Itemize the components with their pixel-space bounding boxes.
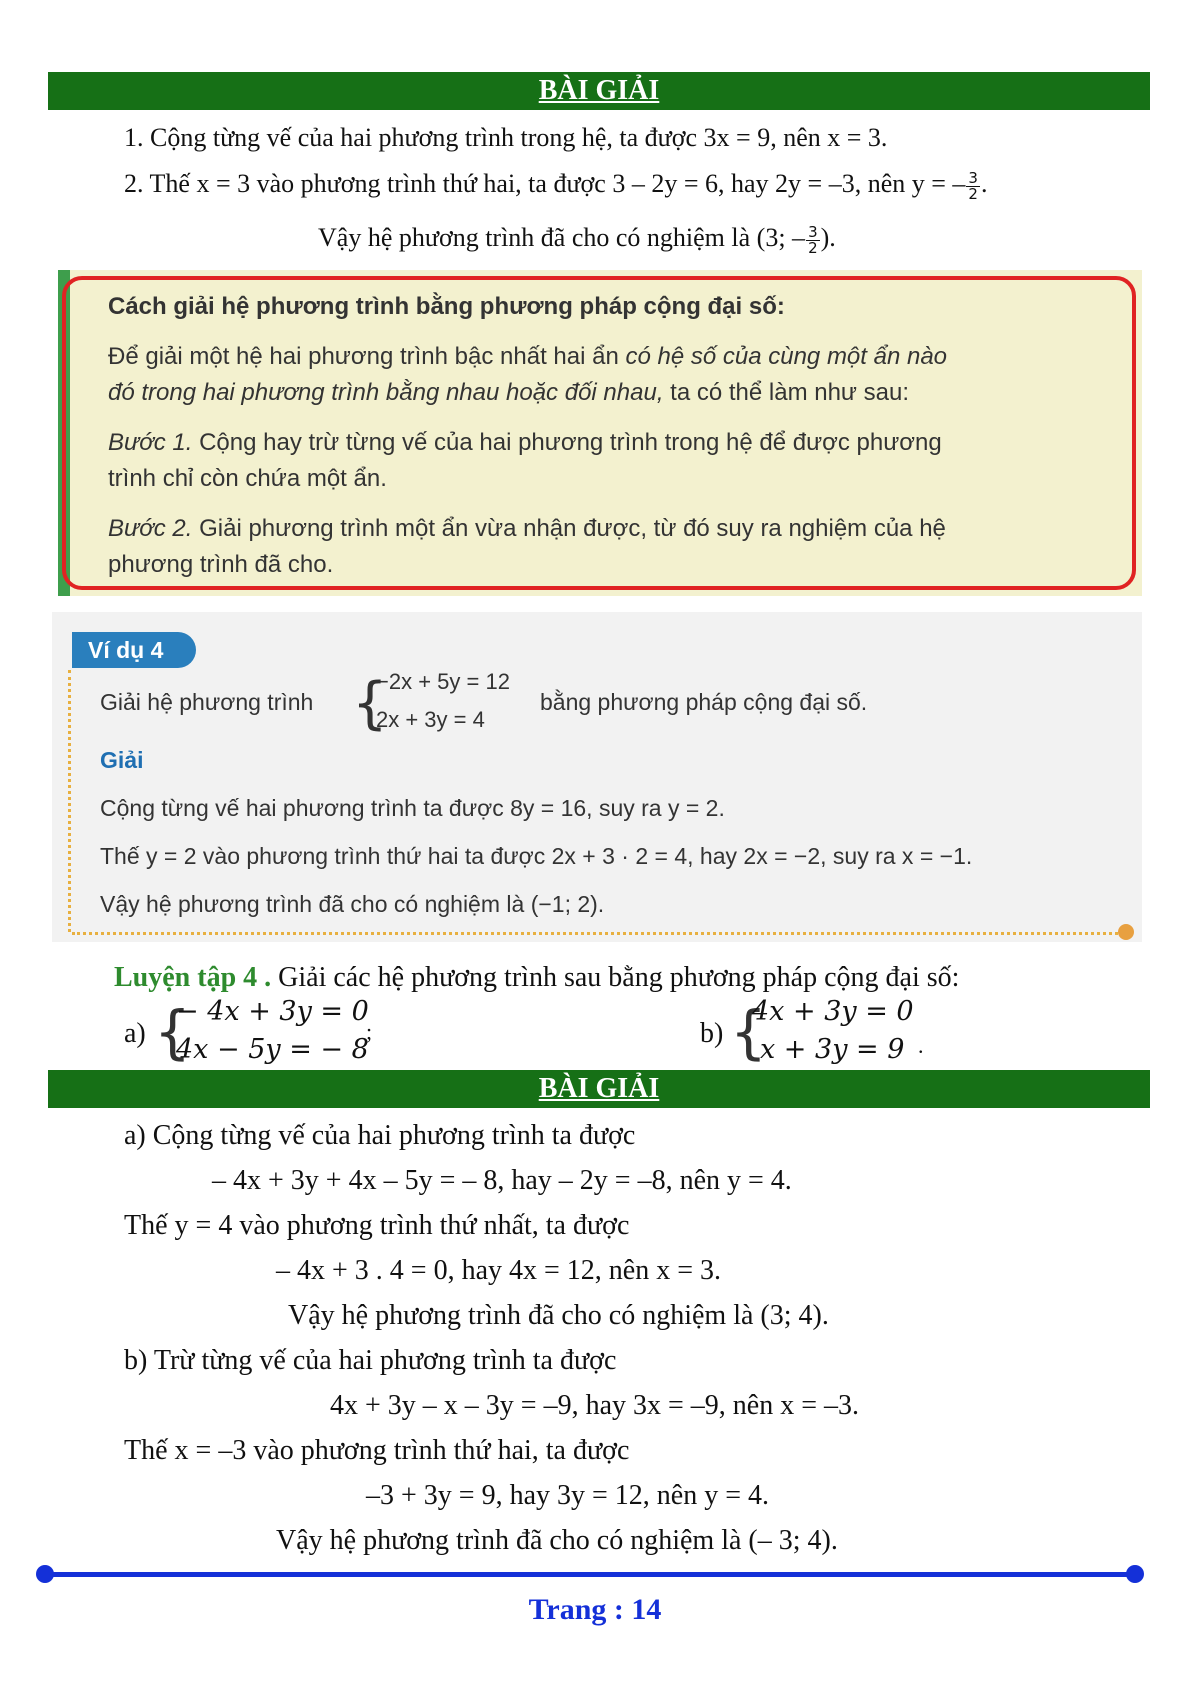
practice-b-eq2: x + 3y = 9 [760, 1034, 905, 1065]
system-brace: { [352, 671, 388, 736]
example-conclusion: Vậy hệ phương trình đã cho có nghiệm là (−1; 2). [100, 891, 605, 917]
solution2-a-line2: – 4x + 3y + 4x – 5y = – 8, hay – 2y = –8, nên y = 4. [212, 1165, 792, 1196]
example-eq2: 2x + 3y = 4 [376, 707, 485, 732]
method-step2-line2: phương trình đã cho. [108, 551, 334, 578]
solution2-b-line2: 4x + 3y – x – 3y = –9, hay 3x = –9, nên x = –3. [330, 1390, 860, 1421]
footer-divider [44, 1572, 1136, 1577]
example-prompt-end: bằng phương pháp cộng đại số. [540, 689, 868, 715]
solution2-a-conclusion: Vậy hệ phương trình đã cho có nghiệm là (3; 4). [288, 1300, 829, 1331]
solution1-step2: 2. Thế x = 3 vào phương trình thứ hai, ta được 3 – 2y = 6, hay 2y = –3, nên y = – $\frac{3}{2}$ . [124, 168, 988, 203]
practice-a-eq2: 4x − 5y = − 8 [176, 1034, 369, 1065]
method-step1-line1: Bước 1. Cộng hay trừ từng vế của hai phương trình trong hệ để được phương [108, 429, 942, 456]
practice-a-label: a) [124, 1018, 146, 1049]
solution1-step1: 1. Cộng từng vế của hai phương trình trong hệ, ta được 3x = 9, nên x = 3. [124, 123, 888, 152]
method-box-highlight [62, 276, 1136, 590]
method-step2-line1: Bước 2. Giải phương trình một ẩn vừa nhận được, từ đó suy ra nghiệm của hệ [108, 515, 946, 542]
solution2-b-line1: b) Trừ từng vế của hai phương trình ta được [124, 1345, 617, 1376]
practice-a-eq1: − 4x + 3y = 0 [176, 996, 369, 1027]
solution-banner-top [48, 72, 1150, 110]
practice-b-label: b) [700, 1018, 724, 1049]
fraction: $\frac{3}{2}$ [808, 222, 818, 257]
example-end-dot [1118, 924, 1134, 940]
banner-title: BÀI GIẢI [538, 1073, 660, 1104]
solution2-b-line4: –3 + 3y = 9, hay 3y = 12, nên y = 4. [366, 1480, 770, 1511]
method-intro-line1: Để giải một hệ hai phương trình bậc nhất hai ẩn có hệ số của cùng một ẩn nào [108, 343, 948, 370]
solution2-a-line4: – 4x + 3 . 4 = 0, hay 4x = 12, nên x = 3. [276, 1255, 722, 1286]
banner-title: BÀI GIẢI [538, 75, 660, 106]
example-step2: Thế y = 2 vào phương trình thứ hai ta được 2x + 3 · 2 = 4, hay 2x = −2, suy ra x = −1. [100, 843, 973, 869]
example-tag: Ví dụ 4 [72, 632, 196, 668]
method-step1-line2: trình chỉ còn chứa một ẩn. [108, 465, 387, 492]
method-intro-line2: đó trong hai phương trình bằng nhau hoặc đối nhau, ta có thể làm như sau: [108, 379, 910, 406]
practice-heading: Luyện tập 4 . Giải các hệ phương trình sau bằng phương pháp cộng đại số: [114, 962, 960, 993]
example-step1: Cộng từng vế hai phương trình ta được 8y = 16, suy ra y = 2. [100, 795, 725, 821]
example-solution-label: Giải [100, 747, 144, 773]
practice-b-brace: { [730, 998, 767, 1066]
solution1-conclusion: Vậy hệ phương trình đã cho có nghiệm là (3; – $\frac{3}{2}$ ). [318, 222, 836, 257]
method-title: Cách giải hệ phương trình bằng phương pháp cộng đại số: [108, 293, 785, 320]
solution-banner-bottom [48, 1070, 1150, 1108]
fraction: $\frac{3}{2}$ [968, 168, 978, 203]
solution2-a-line3: Thế y = 4 vào phương trình thứ nhất, ta được [124, 1210, 630, 1241]
example-dotted-border-left [68, 670, 71, 932]
practice-b-eq1: 4x + 3y = 0 [752, 996, 914, 1027]
page-number: Trang : 14 [528, 1593, 662, 1626]
solution2-a-line1: a) Cộng từng vế của hai phương trình ta được [124, 1120, 636, 1151]
example-prompt: Giải hệ phương trình [100, 689, 314, 715]
practice-b-end: . [918, 1033, 924, 1058]
example-dotted-border-bottom [72, 932, 1124, 935]
footer-divider-dot-left [36, 1565, 54, 1583]
footer-divider-dot-right [1126, 1565, 1144, 1583]
practice-a-separator: ; [366, 1019, 373, 1044]
example-eq1: −2x + 5y = 12 [376, 669, 510, 694]
practice-a-brace: { [154, 998, 191, 1066]
solution2-b-conclusion: Vậy hệ phương trình đã cho có nghiệm là (– 3; 4). [276, 1525, 838, 1556]
solution2-b-line3: Thế x = –3 vào phương trình thứ hai, ta được [124, 1435, 630, 1466]
